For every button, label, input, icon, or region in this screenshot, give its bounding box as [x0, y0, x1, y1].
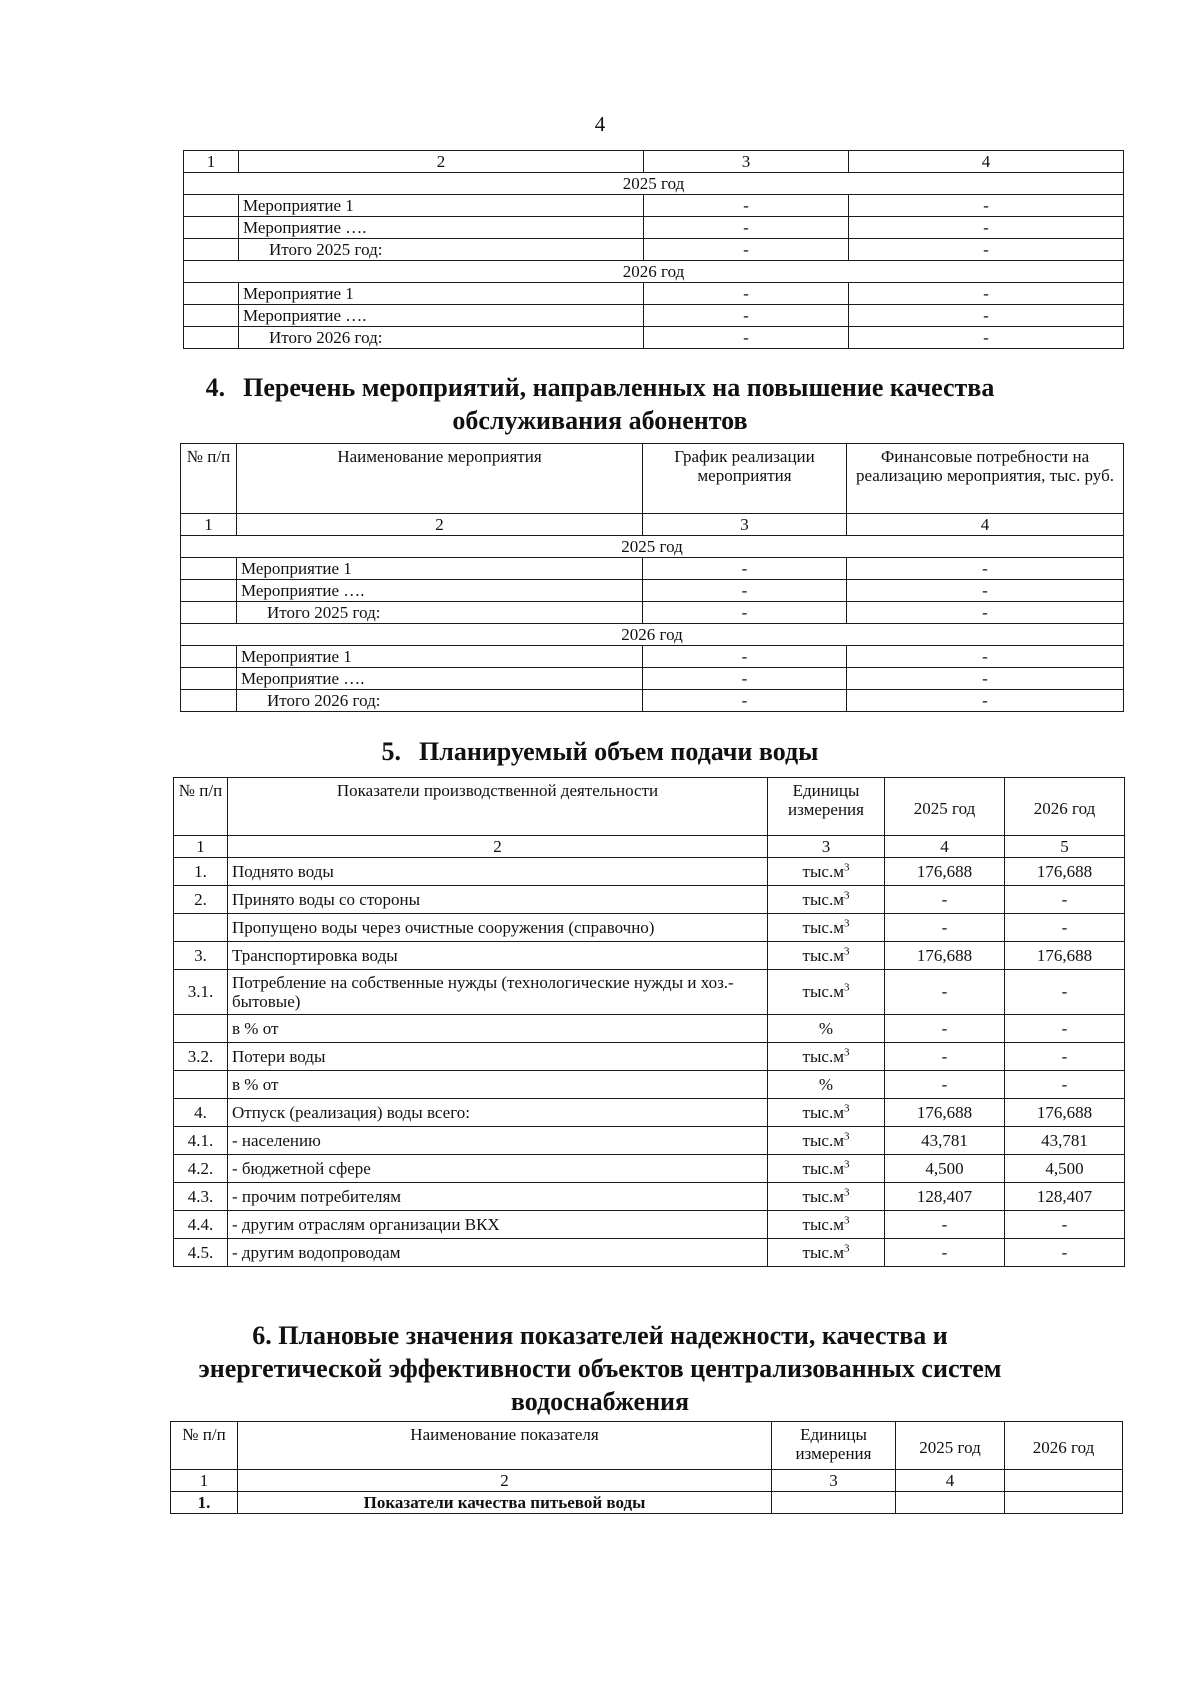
schedule-cell: - — [643, 558, 847, 580]
column-header: График реализации мероприятия — [643, 444, 847, 514]
colnum-cell: 1 — [181, 514, 237, 536]
colnum-cell: 5 — [1005, 836, 1125, 858]
value-2025: 128,407 — [885, 1183, 1005, 1211]
value-2025: - — [885, 970, 1005, 1015]
row-number: 4. — [174, 1099, 228, 1127]
column-number-row — [184, 151, 1124, 173]
colnum-cell: 2 — [237, 514, 643, 536]
indicator-name: в % от — [228, 1071, 768, 1099]
row-number: 4.3. — [174, 1183, 228, 1211]
row-number — [174, 1071, 228, 1099]
table-row — [184, 195, 1124, 217]
section-5-title — [0, 735, 1200, 768]
value-2025: 43,781 — [885, 1127, 1005, 1155]
unit-cell — [768, 970, 885, 1015]
row-number: 3.2. — [174, 1043, 228, 1071]
table-row — [174, 1015, 1125, 1043]
column-header: 2025 год — [896, 1422, 1005, 1470]
section-title-line: обслуживания абонентов — [452, 406, 748, 435]
year-row — [184, 261, 1124, 283]
unit-superscript: 3 — [843, 1101, 850, 1114]
value-2026: 4,500 — [1005, 1155, 1125, 1183]
row-number: 3.1. — [174, 970, 228, 1015]
column-number-row — [181, 514, 1124, 536]
value-2026: - — [1005, 914, 1125, 942]
unit-cell — [768, 1043, 885, 1071]
value-2026: 176,688 — [1005, 1099, 1125, 1127]
colnum-cell: 1 — [171, 1470, 238, 1492]
unit-text: тыс.м — [802, 1102, 844, 1122]
colnum-cell: 2 — [239, 151, 644, 173]
finance-cell: - — [847, 690, 1124, 712]
value-2026: 43,781 — [1005, 1127, 1125, 1155]
table-row — [174, 1155, 1125, 1183]
colnum-cell: 3 — [772, 1470, 896, 1492]
unit-superscript: 3 — [843, 1213, 850, 1226]
unit-text: тыс.м — [802, 945, 844, 965]
unit-cell — [768, 942, 885, 970]
finance-cell: - — [847, 558, 1124, 580]
table-row — [174, 858, 1125, 886]
indicator-name: - бюджетной сфере — [228, 1155, 768, 1183]
colnum-cell: 1 — [184, 151, 239, 173]
value-2025: - — [885, 1043, 1005, 1071]
table-row — [184, 327, 1124, 349]
value-2025: - — [885, 1071, 1005, 1099]
finance-cell: - — [847, 602, 1124, 624]
total-label: Итого 2025 год: — [239, 239, 644, 261]
year-cell: 2025 год — [184, 173, 1124, 195]
value-2026: - — [1005, 1015, 1125, 1043]
year-cell: 2025 год — [181, 536, 1124, 558]
unit-text: тыс.м — [802, 1242, 844, 1262]
colnum-cell: 3 — [644, 151, 849, 173]
column-header: № п/п — [181, 444, 237, 514]
table-row — [174, 1127, 1125, 1155]
value-2026: 176,688 — [1005, 858, 1125, 886]
unit-superscript: 3 — [843, 1045, 850, 1058]
unit-text: тыс.м — [802, 1046, 844, 1066]
measures-table-continued — [183, 150, 1124, 349]
total-label: Итого 2025 год: — [237, 602, 643, 624]
indicator-name: Пропущено воды через очистные сооружения (справочно) — [228, 914, 768, 942]
indicator-name: Принято воды со стороны — [228, 886, 768, 914]
unit-cell — [768, 914, 885, 942]
measure-name: Мероприятие …. — [237, 580, 643, 602]
unit-superscript: 3 — [843, 860, 850, 873]
water-supply-volume-table — [173, 777, 1125, 1267]
table-row — [174, 1043, 1125, 1071]
unit-text: тыс.м — [802, 1186, 844, 1206]
colnum-cell — [1005, 1470, 1123, 1492]
column-header: Наименование мероприятия — [237, 444, 643, 514]
unit-text: тыс.м — [802, 889, 844, 909]
value-2025: - — [885, 1015, 1005, 1043]
schedule-cell: - — [643, 646, 847, 668]
value-2025: - — [885, 914, 1005, 942]
schedule-cell: - — [644, 217, 849, 239]
colnum-cell: 1 — [174, 836, 228, 858]
value-2025: - — [885, 1239, 1005, 1267]
row-number: 1. — [171, 1492, 238, 1514]
colnum-cell: 4 — [849, 151, 1124, 173]
unit-superscript: 3 — [843, 981, 850, 994]
value-2026: - — [1005, 1071, 1125, 1099]
finance-cell: - — [849, 195, 1124, 217]
unit-superscript: 3 — [843, 1129, 850, 1142]
table-row — [181, 668, 1124, 690]
indicator-name: - населению — [228, 1127, 768, 1155]
unit-superscript: 3 — [843, 944, 850, 957]
measure-name: Мероприятие 1 — [237, 646, 643, 668]
finance-cell: - — [847, 646, 1124, 668]
schedule-cell: - — [644, 239, 849, 261]
schedule-cell: - — [644, 327, 849, 349]
indicator-name: Поднято воды — [228, 858, 768, 886]
year-row — [181, 536, 1124, 558]
unit-superscript: 3 — [843, 1157, 850, 1170]
indicator-group-name: Показатели качества питьевой воды — [238, 1492, 772, 1514]
value-2026: 176,688 — [1005, 942, 1125, 970]
column-header: № п/п — [174, 778, 228, 836]
colnum-cell: 3 — [768, 836, 885, 858]
table-row — [181, 580, 1124, 602]
unit-text: тыс.м — [802, 917, 844, 937]
indicator-name: Потери воды — [228, 1043, 768, 1071]
value-2026: - — [1005, 1239, 1125, 1267]
colnum-cell: 3 — [643, 514, 847, 536]
section-title-line: Планируемый объем подачи воды — [419, 737, 819, 766]
schedule-cell: - — [644, 305, 849, 327]
unit-text: тыс.м — [802, 1158, 844, 1178]
value-2025: 4,500 — [885, 1155, 1005, 1183]
column-header: Показатели производственной деятельности — [228, 778, 768, 836]
column-header: Наименование показателя — [238, 1422, 772, 1470]
row-number: 2. — [174, 886, 228, 914]
page-number: 4 — [594, 112, 606, 136]
table-row — [174, 914, 1125, 942]
table-row — [174, 1183, 1125, 1211]
finance-cell: - — [849, 239, 1124, 261]
table-row — [184, 283, 1124, 305]
finance-cell: - — [847, 668, 1124, 690]
indicator-name: в % от — [228, 1015, 768, 1043]
year-row — [184, 173, 1124, 195]
value-2025: - — [885, 1211, 1005, 1239]
unit-text: тыс.м — [802, 1130, 844, 1150]
section-title-line: Перечень мероприятий, направленных на повышение качества — [243, 373, 995, 402]
table-row — [181, 690, 1124, 712]
value-2026: 128,407 — [1005, 1183, 1125, 1211]
table-row — [174, 1099, 1125, 1127]
table-row — [174, 970, 1125, 1015]
value-2025: - — [885, 886, 1005, 914]
colnum-cell: 4 — [885, 836, 1005, 858]
indicator-name: - другим отраслям организации ВКХ — [228, 1211, 768, 1239]
finance-cell: - — [849, 305, 1124, 327]
table-row — [181, 558, 1124, 580]
value-2026: - — [1005, 886, 1125, 914]
unit-text: тыс.м — [802, 861, 844, 881]
colnum-cell: 2 — [238, 1470, 772, 1492]
column-header: Единицы измерения — [772, 1422, 896, 1470]
unit-text: тыс.м — [802, 1214, 844, 1234]
schedule-cell: - — [643, 690, 847, 712]
unit-cell — [768, 1239, 885, 1267]
table-row — [171, 1492, 1123, 1514]
section-4-title — [0, 371, 1200, 437]
section-number: 5. — [381, 737, 402, 766]
row-number: 4.4. — [174, 1211, 228, 1239]
section-title-line: водоснабжения — [510, 1387, 690, 1416]
row-number: 1. — [174, 858, 228, 886]
column-header: 2025 год — [885, 778, 1005, 836]
year-row — [181, 624, 1124, 646]
unit-cell — [768, 1099, 885, 1127]
value-2026: - — [1005, 970, 1125, 1015]
unit-cell — [768, 858, 885, 886]
row-number — [174, 1015, 228, 1043]
indicator-name: Отпуск (реализация) воды всего: — [228, 1099, 768, 1127]
unit-superscript: 3 — [843, 916, 850, 929]
row-number: 4.2. — [174, 1155, 228, 1183]
value-2026: - — [1005, 1211, 1125, 1239]
table-row — [184, 217, 1124, 239]
unit-text: тыс.м — [802, 982, 844, 1001]
column-number-row — [174, 836, 1125, 858]
measure-name: Мероприятие 1 — [237, 558, 643, 580]
schedule-cell: - — [643, 668, 847, 690]
table-row — [181, 602, 1124, 624]
finance-cell: - — [849, 283, 1124, 305]
unit-cell: % — [768, 1015, 885, 1043]
value-2025: 176,688 — [885, 1099, 1005, 1127]
table-row — [174, 942, 1125, 970]
row-number: 4.1. — [174, 1127, 228, 1155]
schedule-cell: - — [644, 195, 849, 217]
section-number: 4. — [205, 373, 226, 402]
column-header: 2026 год — [1005, 778, 1125, 836]
header-row — [171, 1422, 1123, 1470]
service-quality-measures-table — [180, 443, 1124, 712]
total-label: Итого 2026 год: — [239, 327, 644, 349]
finance-cell: - — [847, 580, 1124, 602]
schedule-cell: - — [643, 580, 847, 602]
row-number: 3. — [174, 942, 228, 970]
row-number — [174, 914, 228, 942]
measure-name: Мероприятие …. — [239, 217, 644, 239]
row-number: 4.5. — [174, 1239, 228, 1267]
unit-superscript: 3 — [843, 888, 850, 901]
table-row — [184, 239, 1124, 261]
value-2025: 176,688 — [885, 858, 1005, 886]
value-2026: - — [1005, 1043, 1125, 1071]
indicator-name: - другим водопроводам — [228, 1239, 768, 1267]
colnum-cell: 4 — [847, 514, 1124, 536]
unit-cell — [768, 1211, 885, 1239]
table-row — [174, 1071, 1125, 1099]
colnum-cell: 4 — [896, 1470, 1005, 1492]
year-cell: 2026 год — [184, 261, 1124, 283]
table-row — [174, 1211, 1125, 1239]
unit-cell — [768, 1127, 885, 1155]
column-header: 2026 год — [1005, 1422, 1123, 1470]
unit-cell — [768, 886, 885, 914]
column-header: Финансовые потребности на реализацию мероприятия, тыс. руб. — [847, 444, 1124, 514]
header-row — [181, 444, 1124, 514]
value-2025: 176,688 — [885, 942, 1005, 970]
table-body — [174, 858, 1125, 1267]
column-header: № п/п — [171, 1422, 238, 1470]
measure-name: Мероприятие 1 — [239, 195, 644, 217]
table-row — [174, 1239, 1125, 1267]
section-title-line: энергетической эффективности объектов централизованных систем — [198, 1354, 1002, 1383]
section-6-title — [0, 1319, 1200, 1418]
indicator-name: Потребление на собственные нужды (технологические нужды и хоз.-бытовые) — [228, 970, 768, 1015]
table-row — [184, 305, 1124, 327]
measure-name: Мероприятие 1 — [239, 283, 644, 305]
unit-superscript: 3 — [843, 1185, 850, 1198]
total-label: Итого 2026 год: — [237, 690, 643, 712]
section-title-line: 6. Плановые значения показателей надежности, качества и — [252, 1321, 948, 1350]
unit-cell — [768, 1183, 885, 1211]
indicator-name: - прочим потребителям — [228, 1183, 768, 1211]
table-row — [174, 886, 1125, 914]
unit-cell — [768, 1155, 885, 1183]
finance-cell: - — [849, 327, 1124, 349]
schedule-cell: - — [644, 283, 849, 305]
indicator-values-table — [170, 1421, 1123, 1514]
schedule-cell: - — [643, 602, 847, 624]
measure-name: Мероприятие …. — [237, 668, 643, 690]
finance-cell: - — [849, 217, 1124, 239]
unit-superscript: 3 — [843, 1241, 850, 1254]
colnum-cell: 2 — [228, 836, 768, 858]
year-cell: 2026 год — [181, 624, 1124, 646]
table-row — [181, 646, 1124, 668]
column-number-row — [171, 1470, 1123, 1492]
measure-name: Мероприятие …. — [239, 305, 644, 327]
unit-cell: % — [768, 1071, 885, 1099]
column-header: Единицы измерения — [768, 778, 885, 836]
indicator-name: Транспортировка воды — [228, 942, 768, 970]
header-row — [174, 778, 1125, 836]
